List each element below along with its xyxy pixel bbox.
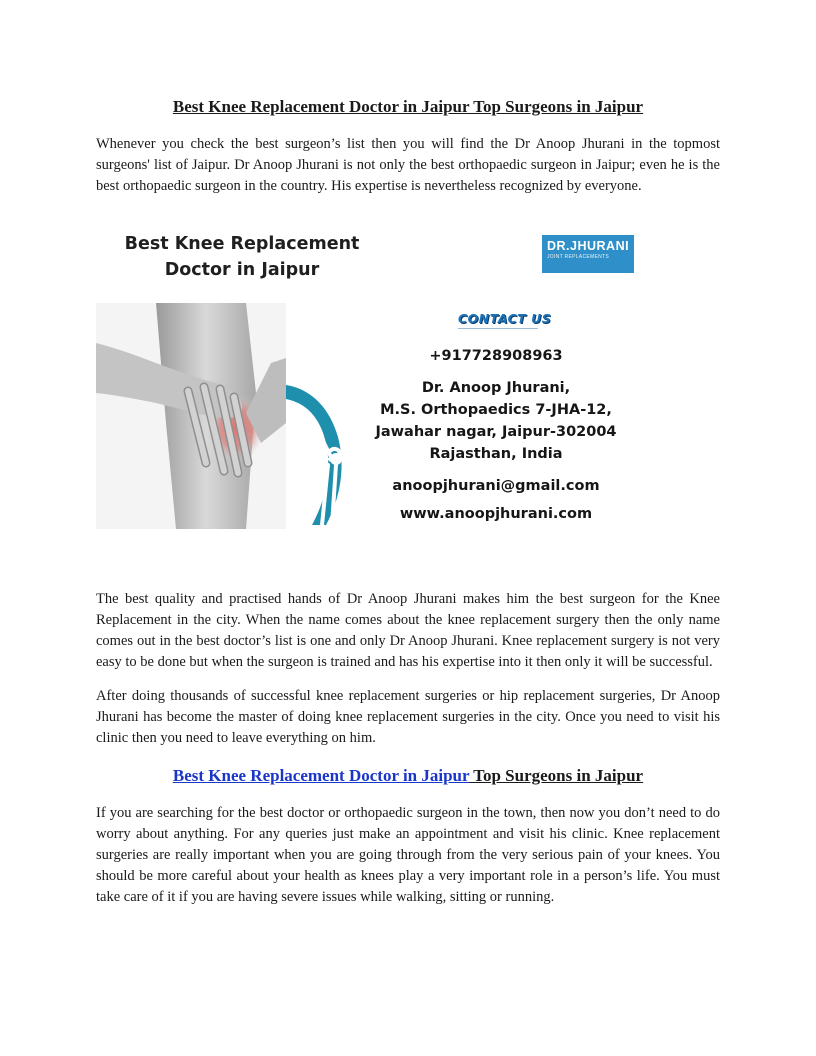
section-heading-rest: Top Surgeons in Jaipur <box>469 766 644 785</box>
knee-pain-photo <box>96 303 286 529</box>
knee-joint-icon <box>282 379 356 529</box>
page-title: Best Knee Replacement Doctor in Jaipur Top Surgeons in Jaipur <box>172 97 644 116</box>
phone-number: +917728908963 <box>429 348 563 364</box>
email-address: anoopjhurani@gmail.com <box>392 478 600 494</box>
doctor-name: Dr. Anoop Jhurani, <box>421 380 571 396</box>
banner-title-line2: Doctor in Jaipur <box>164 260 320 280</box>
address-line: Jawahar nagar, Jaipur-302004 <box>375 424 617 440</box>
logo-sub-text: JOINT REPLACEMENTS <box>547 254 609 260</box>
region-line: Rajasthan, India <box>429 446 563 462</box>
contact-underline <box>458 328 538 329</box>
doctor-qualification: M.S. Orthopaedics 7-JHA-12, <box>380 402 612 418</box>
paragraph-quality: The best quality and practised hands of Dr Anoop Jhurani makes him the best surgeon for the Knee Replacement in the city. When the name comes about the knee replacement surgery then the only name comes out in the best doctor’s list is one and only Dr Anoop Jhurani. Knee replacement surgery is not very easy to be done but when the surgeon is trained and has his expertise into it then only it will be successful. <box>96 591 720 670</box>
banner-title <box>102 231 382 283</box>
website-address: www.anoopjhurani.com <box>399 506 593 522</box>
section-heading <box>96 765 720 787</box>
clinic-logo <box>542 235 634 273</box>
banner-title-line1: Best Knee Replacement <box>124 234 360 254</box>
document-page <box>96 96 720 921</box>
paragraph-searching: If you are searching for the best doctor or orthopaedic surgeon in the town, then now you don’t need to do worry about anything. For any queries just make an appointment and visit his clinic. Knee replacement surgeries are really important when you are going through from the very serious pain of your knees. You should be more careful about your health as knees play a very important role in a person’s life. You must take care of it if you are having severe issues while walking, sitting or running. <box>96 805 720 905</box>
doctor-page-link[interactable]: Best Knee Replacement Doctor in Jaipur <box>172 766 470 785</box>
contact-details <box>366 345 626 525</box>
contact-us-label: CONTACT US <box>458 311 552 326</box>
paragraph-experience: After doing thousands of successful knee replacement surgeries or hip replacement surgeries, Dr Anoop Jhurani has become the master of doing knee replacement surgeries in the city. Once you need to visit his clinic then you need to leave everything on him. <box>96 688 720 746</box>
contact-banner <box>96 219 720 569</box>
intro-paragraph: Whenever you check the best surgeon’s list then you will find the Dr Anoop Jhurani in the topmost surgeons' list of Jaipur. Dr Anoop Jhurani is not only the best orthopaedic surgeon in Jaipur; even he is the best orthopaedic surgeon in the country. His expertise is nevertheless recognized by everyone. <box>96 136 720 194</box>
logo-main-text: DR.JHURANI <box>547 239 630 253</box>
